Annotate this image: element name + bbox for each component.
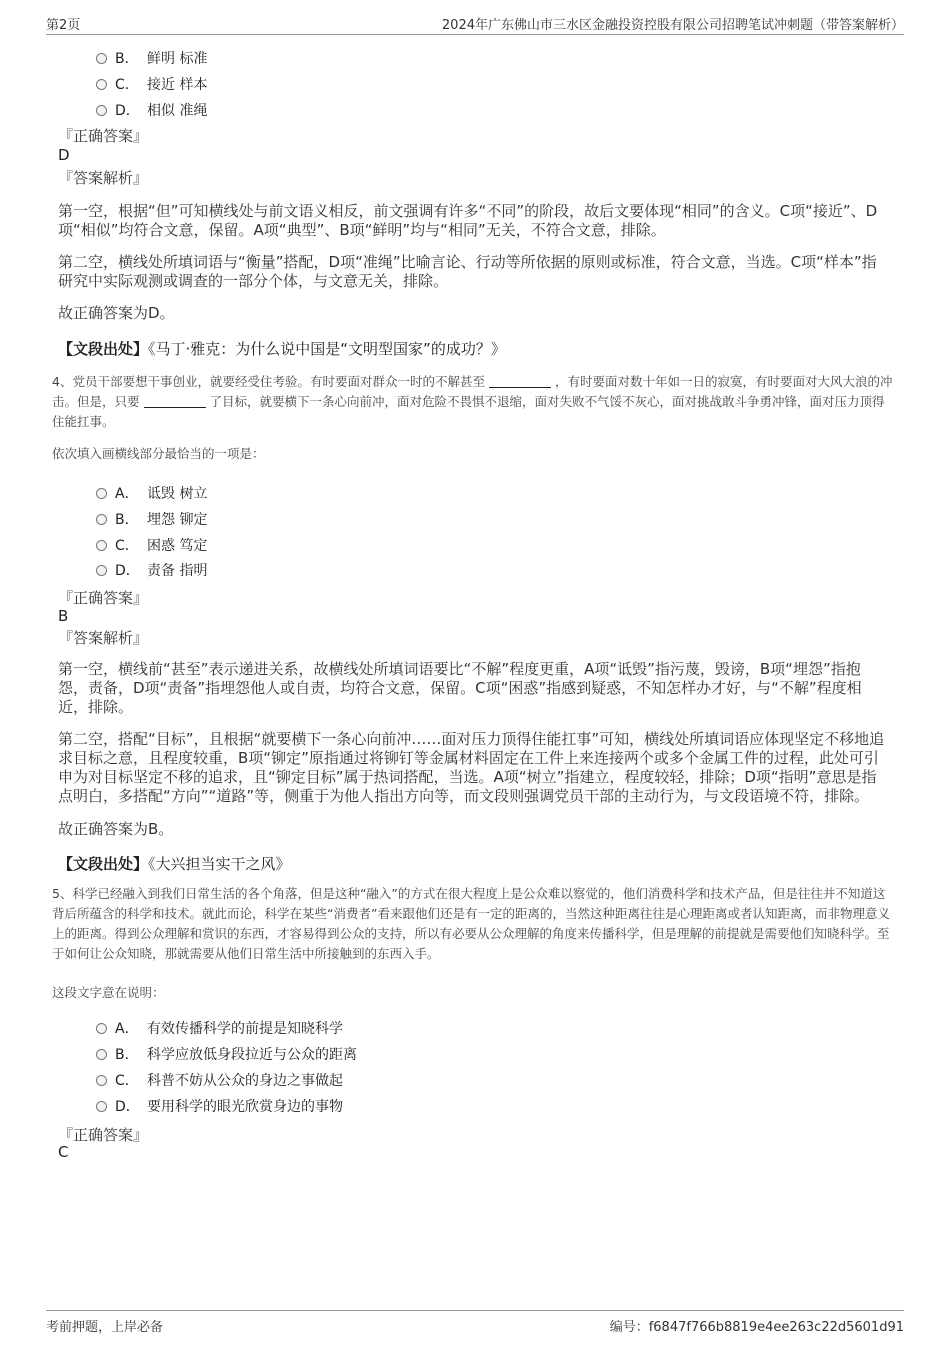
q4-stem: 4、党员干部要想干事创业，就要经受住考验。有时要面对群众一时的不解甚至 ，有时要面对数十年如一日的寂寞，有时要面对大风大浪的冲击。但是，只要 了目标，就要横下一条心向前冲，面对危险不畏惧不退缩，面对失败不气馁不灰心，面对挑战敢斗争勇冲锋，面对压力顶得住能扛事。	[52, 374, 893, 429]
q3-option-c[interactable]: C． 接近 样本	[96, 74, 207, 94]
q4-answer: B	[58, 607, 69, 625]
radio-icon[interactable]	[96, 565, 107, 576]
radio-icon[interactable]	[96, 105, 107, 116]
radio-icon[interactable]	[96, 1023, 107, 1034]
q3-answer: D	[58, 146, 70, 164]
page-number: 第2页	[46, 18, 81, 33]
q5-option-b[interactable]: B． 科学应放低身段拉近与公众的距离	[96, 1044, 357, 1064]
q4-correct-answer-label: 『正确答案』	[58, 589, 149, 607]
q4-prompt: 依次填入画横线部分最恰当的一项是：	[52, 446, 265, 461]
blank-line	[489, 373, 551, 388]
q4-option-c[interactable]: C． 困惑 笃定	[96, 535, 207, 555]
q3-analysis-conclusion: 故正确答案为D。	[58, 304, 175, 322]
radio-icon[interactable]	[96, 79, 107, 90]
q5-option-d[interactable]: D． 要用科学的眼光欣赏身边的事物	[96, 1096, 343, 1116]
q5-option-a[interactable]: A． 有效传播科学的前提是知晓科学	[96, 1018, 343, 1038]
q4-analysis-label: 『答案解析』	[58, 629, 149, 647]
radio-icon[interactable]	[96, 1075, 107, 1086]
q5-prompt: 这段文字意在说明：	[52, 985, 165, 1000]
q3-correct-answer-label: 『正确答案』	[58, 127, 149, 145]
radio-icon[interactable]	[96, 540, 107, 551]
footer-slogan: 考前押题，上岸必备	[46, 1320, 164, 1335]
q3-analysis-paragraph-2: 第二空，横线处所填词语与“衡量”搭配，D项“准绳”比喻言论、行动等所依据的原则或标准，符合文意，当选。C项“样本”指研究中实际观测或调查的一部分个体，与文意无关，排除。	[58, 253, 877, 290]
document-id: 编号：f6847f766b8819e4ee263c22d5601d91	[609, 1320, 904, 1335]
q5-correct-answer-label: 『正确答案』	[58, 1126, 149, 1144]
q4-analysis-paragraph-1: 第一空，横线前“甚至”表示递进关系，故横线处所填词语要比“不解”程度更重，A项“诋毁”指污蔑，毁谤，B项“埋怨”指抱怨，责备，D项“责备”指埋怨他人或自责，均符合文意，保留。C项“困惑”指感到疑惑，不知怎样办才好，与“不解”程度相近，排除。	[58, 660, 862, 716]
blank-line	[144, 393, 206, 408]
q4-option-b[interactable]: B． 埋怨 铆定	[96, 509, 207, 529]
q4-analysis-conclusion: 故正确答案为B。	[58, 820, 174, 838]
q5-stem: 5、科学已经融入到我们日常生活的各个角落，但是这种“融入”的方式在很大程度上是公众难以察觉的，他们消费科学和技术产品，但是往往并不知道这背后所蕴含的科学和技术。就此而论，科学在某些“消费者”看来跟他们还是有一定的距离的，当然这种距离往往是心理距离或者认知距离，而非物理意义上的距离。得到公众理解和赏识的东西，才容易得到公众的支持，所以有必要从公众理解的角度来传播科学，但是理解的前提就是需要他们知晓科学。至于如何让公众知晓，那就需要从他们日常生活中所接触到的东西入手。	[52, 886, 890, 961]
q3-option-b[interactable]: B． 鲜明 标准	[96, 48, 207, 68]
radio-icon[interactable]	[96, 514, 107, 525]
q4-option-d[interactable]: D． 责备 指明	[96, 560, 207, 580]
q3-analysis-paragraph-1: 第一空，根据“但”可知横线处与前文语义相反，前文强调有许多“不同”的阶段，故后文要体现“相同”的含义。C项“接近”、D项“相似”均符合文意，保留。A项“典型”、B项“鲜明”均与“相同”无关，不符合文意，排除。	[58, 202, 878, 239]
radio-icon[interactable]	[96, 1049, 107, 1060]
document-title: 2024年广东佛山市三水区金融投资控股有限公司招聘笔试冲刺题（带答案解析）	[441, 18, 904, 33]
page-header	[46, 14, 904, 35]
page-footer	[46, 1310, 904, 1336]
q3-analysis-label: 『答案解析』	[58, 169, 149, 187]
q3-source: 【文段出处】《马丁·雅克：为什么说中国是“文明型国家”的成功？》	[58, 340, 506, 358]
radio-icon[interactable]	[96, 53, 107, 64]
q4-option-a[interactable]: A． 诋毁 树立	[96, 483, 207, 503]
q5-option-c[interactable]: C． 科普不妨从公众的身边之事做起	[96, 1070, 343, 1090]
q3-option-d[interactable]: D． 相似 准绳	[96, 100, 207, 120]
radio-icon[interactable]	[96, 488, 107, 499]
radio-icon[interactable]	[96, 1101, 107, 1112]
q4-source: 【文段出处】《大兴担当实干之风》	[58, 855, 291, 873]
q4-analysis-paragraph-2: 第二空，搭配“目标”，且根据“就要横下一条心向前冲……面对压力顶得住能扛事”可知，横线处所填词语应体现坚定不移地追求目标之意，且程度较重，B项“铆定”原指通过将铆钉等金属材料固定在工件上来连接两个或多个金属工件的过程，此处可引申为对目标坚定不移的追求，且“铆定目标”属于热词搭配，当选。A项“树立”指建立，程度较轻，排除；D项“指明”意思是指点明白，多搭配“方向”“道路”等，侧重于为他人指出方向等，而文段则强调党员干部的主动行为，与文段语境不符，排除。	[58, 730, 885, 805]
q5-answer: C	[58, 1143, 69, 1161]
